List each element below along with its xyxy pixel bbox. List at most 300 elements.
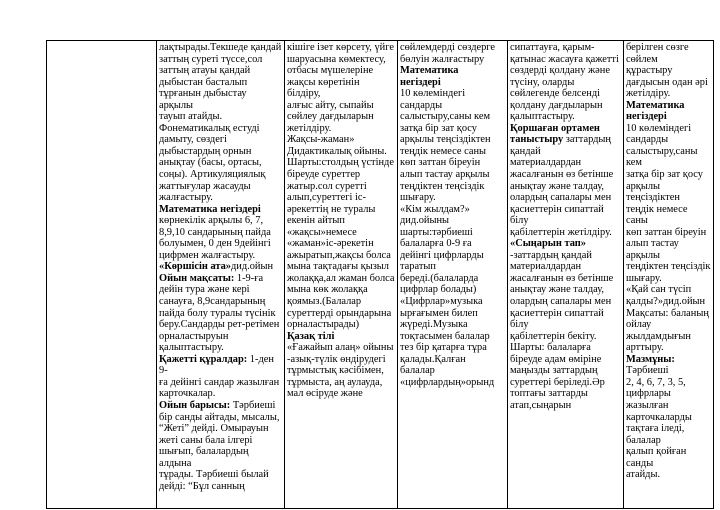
- text-run: затқа бір зат қосу: [626, 169, 703, 181]
- text-run: ажыратып,жақсы болса: [287, 249, 391, 261]
- text-line: [159, 284, 282, 296]
- text-line: [626, 146, 711, 169]
- text-run: “Жеті” дейді. Омырауын: [159, 423, 269, 435]
- cell-text: [287, 42, 395, 400]
- text-line: [287, 250, 395, 262]
- text-run: жақсы көретінін білдіру,: [287, 76, 360, 100]
- text-run: тұрмыста, аң аулауда,: [287, 376, 383, 388]
- text-line: [626, 77, 711, 89]
- text-line: [400, 331, 505, 343]
- text-run: алып,суреттегі іс-: [287, 192, 366, 204]
- bold-run: Математика: [400, 65, 459, 77]
- text-line: [626, 261, 711, 273]
- text-line: [510, 54, 621, 66]
- text-run: Шарты:столдың үстінде: [287, 157, 394, 169]
- bold-run: Мазмұны:: [626, 353, 675, 365]
- cell-text: [400, 42, 505, 388]
- text-run: қабілеттерін жетілдіру.: [510, 226, 612, 238]
- text-run: ойлау жылдамдығын: [626, 319, 691, 342]
- text-line: [159, 181, 282, 193]
- text-line: [626, 273, 711, 285]
- bold-run: Математика негіздері: [159, 203, 261, 215]
- text-line: [626, 388, 711, 411]
- text-line: [159, 342, 282, 354]
- text-line: [159, 273, 282, 285]
- text-line: [159, 134, 282, 146]
- text-line: [400, 227, 505, 239]
- text-run: «Кім жылдам?»: [400, 203, 470, 215]
- text-line: [400, 146, 505, 158]
- text-line: [400, 284, 505, 296]
- text-line: [159, 469, 282, 481]
- text-run: екенін айтып: [287, 215, 345, 227]
- text-run: қоямыз.(Балалар: [287, 296, 362, 308]
- text-line: [626, 238, 711, 261]
- text-run: теңдіктен теңсіздік: [400, 180, 485, 192]
- text-run: тұрады. Тәрбиеші былай: [159, 469, 269, 481]
- text-line: [510, 261, 621, 273]
- bold-run: Қазақ тілі: [287, 330, 335, 342]
- text-run: суреттерді орындарына: [287, 307, 392, 319]
- text-line: [159, 169, 282, 181]
- text-run: таратып: [400, 261, 436, 273]
- text-line: [287, 169, 395, 181]
- table-cell-col-0: [47, 41, 157, 509]
- text-line: [287, 146, 395, 158]
- text-line: [400, 342, 505, 354]
- text-run: Жақсы-жаман»: [287, 134, 355, 146]
- text-line: [626, 319, 711, 342]
- text-run: сөздерді қолдану және: [510, 65, 610, 77]
- table-cell-col-4: [508, 41, 624, 509]
- text-run: шығару.: [400, 192, 436, 204]
- text-run: Тәрбиеші: [626, 365, 669, 377]
- text-line: [287, 273, 395, 285]
- text-run: анықтау және талдау,: [510, 284, 604, 296]
- text-run: қолдану дағдыларын: [510, 99, 603, 111]
- text-line: [159, 296, 282, 308]
- table-cell-col-1: [157, 41, 285, 509]
- text-line: [159, 192, 282, 204]
- text-line: [287, 111, 395, 123]
- text-line: [400, 204, 505, 216]
- text-line: [626, 169, 711, 181]
- text-line: [510, 284, 621, 296]
- text-line: [400, 42, 505, 54]
- text-line: [159, 261, 282, 273]
- text-run: шаруасына көмектесу,: [287, 53, 386, 65]
- text-line: [510, 100, 621, 112]
- text-line: [400, 181, 505, 193]
- text-run: сөйлеу дағдыларын: [287, 111, 374, 123]
- text-line: [287, 204, 395, 216]
- text-line: [626, 134, 711, 146]
- text-run: карточкаларды: [626, 411, 692, 423]
- text-run: дид.ойын: [231, 261, 274, 273]
- bold-run: Ойын барысы:: [159, 399, 231, 411]
- text-run: әрекеттің не туралы: [287, 203, 376, 215]
- text-run: 10 көлеміндегі: [400, 88, 466, 100]
- text-run: тез бір қатарға тұра: [400, 342, 487, 354]
- text-line: [510, 388, 621, 400]
- text-line: [400, 111, 505, 123]
- text-line: [510, 42, 621, 54]
- text-line: [400, 273, 505, 285]
- text-run: сандарды: [400, 99, 443, 111]
- text-line: [510, 296, 621, 308]
- text-run: дид.ойыны: [400, 215, 450, 227]
- text-line: [510, 354, 621, 366]
- text-line: [626, 354, 711, 377]
- text-line: [510, 204, 621, 227]
- text-run: дыбыстан басталып: [159, 76, 248, 88]
- text-run: заттардың: [563, 134, 611, 146]
- text-line: [287, 181, 395, 193]
- text-line: [400, 123, 505, 135]
- text-line: [159, 227, 282, 239]
- text-run: анықтау (басы, ортасы,: [159, 157, 262, 169]
- text-run: сандарды: [626, 134, 669, 146]
- text-line: [159, 331, 282, 343]
- text-run: цифрмен жалғастыру.: [159, 249, 256, 261]
- text-line: [626, 308, 711, 320]
- text-run: дағдысын одан әрі: [626, 76, 708, 88]
- text-run: жеті саны бала ілгері: [159, 434, 253, 446]
- text-line: [400, 77, 505, 89]
- text-line: [287, 123, 395, 135]
- text-line: [287, 342, 395, 354]
- text-run: сипаттауға, қарым-: [510, 42, 595, 53]
- text-run: шарты:тәрбиеші: [400, 226, 473, 238]
- text-run: көп заттан біреуін: [626, 226, 707, 238]
- text-run: жетілдіру.: [626, 88, 671, 100]
- text-run: көп заттан біреуін: [400, 157, 481, 169]
- text-run: шығып, балалардың алдына: [159, 446, 249, 469]
- text-line: [510, 250, 621, 262]
- table-cell-col-3: [398, 41, 508, 509]
- text-line: [626, 181, 711, 204]
- text-run: карточкалар.: [159, 388, 216, 400]
- text-line: [510, 308, 621, 331]
- text-run: қалыптастыру.: [510, 111, 575, 123]
- text-line: [400, 296, 505, 308]
- text-run: «цифрлардың»орынд: [400, 376, 495, 388]
- bold-run: негіздері: [626, 111, 667, 123]
- text-line: [287, 192, 395, 204]
- text-run: қалады.Қалған: [400, 353, 466, 365]
- text-run: -азық-түлік өндірудегі: [287, 353, 386, 365]
- text-run: соңы). Артикуляциялық: [159, 169, 266, 181]
- lesson-plan-table: [46, 40, 714, 509]
- text-line: [626, 469, 711, 481]
- text-line: [287, 65, 395, 77]
- text-line: [287, 215, 395, 227]
- text-run: теңдік немесе саны: [400, 145, 486, 157]
- text-line: [287, 319, 395, 331]
- text-run: жасалғанын өз бетінше: [510, 169, 614, 181]
- text-run: «жаман»іс-әрекетін: [287, 238, 374, 250]
- text-line: [287, 42, 395, 54]
- text-run: материалдардан: [510, 261, 582, 273]
- text-line: [159, 388, 282, 400]
- bold-run: «Көршісін ата»: [159, 261, 231, 273]
- text-line: [287, 365, 395, 377]
- text-line: [287, 157, 395, 169]
- text-run: Мақсаты: баланың: [626, 307, 709, 319]
- text-line: [287, 54, 395, 66]
- text-run: олардың сапалары мен: [510, 296, 612, 308]
- text-line: [159, 446, 282, 469]
- text-line: [400, 215, 505, 227]
- text-run: Фонематикалық естуді: [159, 122, 260, 134]
- text-line: [400, 377, 505, 389]
- text-run: Тәрбиеші: [230, 399, 276, 411]
- text-line: [159, 215, 282, 227]
- text-line: [287, 134, 395, 146]
- text-run: лақтырады.Текшеде қандай: [159, 42, 282, 53]
- text-run: анықтау және талдау,: [510, 180, 604, 192]
- text-line: [159, 435, 282, 447]
- table-cell-col-5: [624, 41, 714, 509]
- bold-run: Қажетті құралдар:: [159, 353, 248, 365]
- text-line: [400, 238, 505, 250]
- text-run: сөйлемдерді сөздерге: [400, 42, 496, 53]
- text-run: қандай: [510, 145, 541, 157]
- text-line: [159, 157, 282, 169]
- text-run: дамыту, сөздегі: [159, 134, 227, 146]
- text-run: теңдіктен теңсіздік: [626, 261, 711, 273]
- text-run: Шарты: балаларға: [510, 342, 591, 354]
- text-line: [287, 354, 395, 366]
- text-line: [626, 377, 711, 389]
- text-line: [159, 77, 282, 89]
- text-line: [510, 157, 621, 169]
- text-line: [510, 192, 621, 204]
- text-run: отбасы мүшелеріне: [287, 65, 374, 77]
- text-line: [626, 296, 711, 308]
- text-run: цифрлары жазылған: [626, 388, 671, 411]
- text-run: сөйлегенде белсенді: [510, 88, 600, 100]
- text-line: [626, 423, 711, 446]
- table-cell-col-2: [285, 41, 398, 509]
- text-run: «Цифрлар»музыка: [400, 296, 483, 308]
- text-run: арттыру.: [626, 342, 664, 354]
- text-run: тақтаға іледі, балалар: [626, 423, 685, 446]
- text-line: [159, 423, 282, 435]
- text-line: [159, 308, 282, 320]
- text-line: [626, 123, 711, 135]
- text-run: қалыптастыру.: [159, 342, 224, 354]
- text-run: затқа бір зат қосу: [400, 122, 477, 134]
- text-run: салыстыру,саны кем: [400, 111, 491, 123]
- text-run: жолаққа,ал жаман болса: [287, 272, 395, 284]
- text-line: [510, 169, 621, 181]
- text-line: [510, 377, 621, 389]
- text-run: «Қай сан түсіп: [626, 284, 692, 296]
- text-line: [159, 354, 282, 377]
- text-line: [626, 412, 711, 424]
- text-run: қатынас жасауға қажетті: [510, 53, 619, 65]
- text-run: біреуде суреттер: [287, 169, 361, 181]
- text-run: жетілдіру.: [287, 122, 332, 134]
- text-line: [400, 319, 505, 331]
- text-run: жалғастыру.: [159, 192, 213, 204]
- text-line: [626, 100, 711, 112]
- text-line: [400, 354, 505, 366]
- text-line: [400, 261, 505, 273]
- text-run: дейінгі цифрларды: [400, 249, 484, 261]
- text-line: [400, 157, 505, 169]
- text-run: атайды.: [626, 469, 661, 481]
- text-run: ға дейінгі сандар жазылған: [159, 376, 280, 388]
- text-line: [287, 284, 395, 296]
- text-run: салыстыру,саны кем: [626, 145, 698, 169]
- text-run: жаттығулар жасауды: [159, 180, 251, 192]
- text-run: тұрмыстық кәсібімен,: [287, 365, 384, 377]
- text-line: [287, 227, 395, 239]
- text-run: берілген сөзге сөйлем: [626, 42, 689, 65]
- text-run: балалар: [400, 365, 435, 377]
- text-line: [626, 204, 711, 227]
- text-line: [159, 42, 282, 54]
- text-run: заттың атауы қандай: [159, 65, 251, 77]
- text-line: [510, 88, 621, 100]
- text-run: бөлуін жалғастыру: [400, 53, 485, 65]
- text-line: [626, 111, 711, 123]
- text-line: [287, 377, 395, 389]
- text-run: қасиеттерін сипаттай білу: [510, 307, 604, 331]
- bold-run: таныстыру: [510, 134, 564, 146]
- text-run: алып тастау арқылы: [626, 238, 679, 261]
- text-line: [510, 342, 621, 354]
- text-run: құрастыру: [626, 65, 673, 77]
- text-run: жатыр.сол суретті: [287, 180, 367, 192]
- text-run: көрнекілік арқылы 6, 7,: [159, 215, 264, 227]
- text-run: тауып атайды.: [159, 111, 223, 123]
- text-line: [510, 181, 621, 193]
- table-row: [47, 41, 714, 509]
- text-line: [626, 446, 711, 469]
- text-line: [287, 261, 395, 273]
- text-line: [400, 250, 505, 262]
- text-line: [159, 412, 282, 424]
- text-run: заттың суреті түссе,сол: [159, 53, 263, 65]
- text-run: түсіну, оларды: [510, 76, 575, 88]
- text-run: цифрлар болады): [400, 284, 477, 296]
- text-line: [159, 54, 282, 66]
- text-line: [400, 308, 505, 320]
- text-run: қасиеттерін сипаттай білу: [510, 203, 604, 227]
- text-run: жасалғанын өз бетінше: [510, 272, 614, 284]
- text-line: [510, 111, 621, 123]
- text-run: алғыс айту, сыпайы: [287, 99, 374, 111]
- text-run: 8,9,10 сандарының пайда: [159, 226, 271, 238]
- text-run: балаларға 0-9 ға: [400, 238, 472, 250]
- text-run: орналастырады): [287, 319, 360, 331]
- text-line: [159, 400, 282, 412]
- text-line: [510, 65, 621, 77]
- text-line: [159, 88, 282, 111]
- text-run: арқылы теңсіздіктен: [626, 180, 680, 204]
- text-line: [159, 319, 282, 331]
- text-line: [510, 77, 621, 89]
- text-run: топтағы заттарды: [510, 388, 588, 400]
- text-run: дейін тура және кері: [159, 284, 250, 296]
- text-run: болуымен, 0 ден 9дейінгі: [159, 238, 271, 250]
- text-line: [626, 88, 711, 100]
- bold-run: Ойын мақсаты:: [159, 272, 235, 284]
- text-line: [400, 88, 505, 100]
- text-line: [159, 123, 282, 135]
- text-line: [400, 65, 505, 77]
- text-run: алып тастау арқылы: [400, 169, 490, 181]
- text-run: тұрғанын дыбыстау арқылы: [159, 88, 247, 111]
- text-run: дейді: “Бұл санның: [159, 480, 245, 492]
- text-line: [510, 273, 621, 285]
- text-run: -заттардың қандай: [510, 249, 592, 261]
- text-run: дыбыстардың орнын: [159, 145, 252, 157]
- text-line: [287, 331, 395, 343]
- text-line: [400, 134, 505, 146]
- text-line: [510, 400, 621, 412]
- text-line: [400, 54, 505, 66]
- bold-run: Математика: [626, 99, 685, 111]
- text-run: атап,сыңарын: [510, 399, 572, 411]
- text-run: мына тақтадағы қызыл: [287, 261, 389, 273]
- text-run: орналастыруын: [159, 330, 229, 342]
- text-line: [400, 365, 505, 377]
- text-line: [626, 42, 711, 65]
- text-run: теңдік немесе саны: [626, 203, 688, 227]
- text-line: [626, 284, 711, 296]
- bold-run: Қоршаған ортамен: [510, 122, 600, 134]
- cell-text: [159, 42, 282, 492]
- text-line: [159, 65, 282, 77]
- text-run: олардың сапалары мен: [510, 192, 612, 204]
- bold-run: «Сыңарын тап»: [510, 238, 586, 250]
- text-run: «жақсы»немесе: [287, 226, 357, 238]
- text-line: [400, 169, 505, 181]
- cell-text: [510, 42, 621, 412]
- text-line: [287, 238, 395, 250]
- text-line: [400, 100, 505, 112]
- text-run: береді.(балаларда: [400, 272, 479, 284]
- text-line: [510, 331, 621, 343]
- text-line: [159, 146, 282, 158]
- text-line: [287, 100, 395, 112]
- text-line: [510, 365, 621, 377]
- text-run: мына көк жолаққа: [287, 284, 368, 296]
- text-line: [287, 296, 395, 308]
- text-line: [400, 192, 505, 204]
- text-line: [159, 250, 282, 262]
- text-line: [159, 111, 282, 123]
- text-run: кішіге ізет көрсету, үйге: [287, 42, 394, 53]
- text-run: маңызды заттардың: [510, 365, 598, 377]
- text-run: шығару.: [626, 272, 662, 284]
- text-run: суреттері беріледі.Әр: [510, 376, 605, 388]
- bold-run: негіздері: [400, 76, 441, 88]
- text-run: қабілеттерін бекіту.: [510, 330, 597, 342]
- text-line: [510, 227, 621, 239]
- text-run: біреуде адам өміріне: [510, 353, 602, 365]
- text-run: «Ғажайып алаң» ойыны: [287, 342, 394, 354]
- cell-text: [626, 42, 711, 481]
- text-run: 1-9-ға: [234, 272, 264, 284]
- text-run: бір санды айтады, мысалы,: [159, 411, 280, 423]
- text-line: [287, 308, 395, 320]
- text-line: [159, 204, 282, 216]
